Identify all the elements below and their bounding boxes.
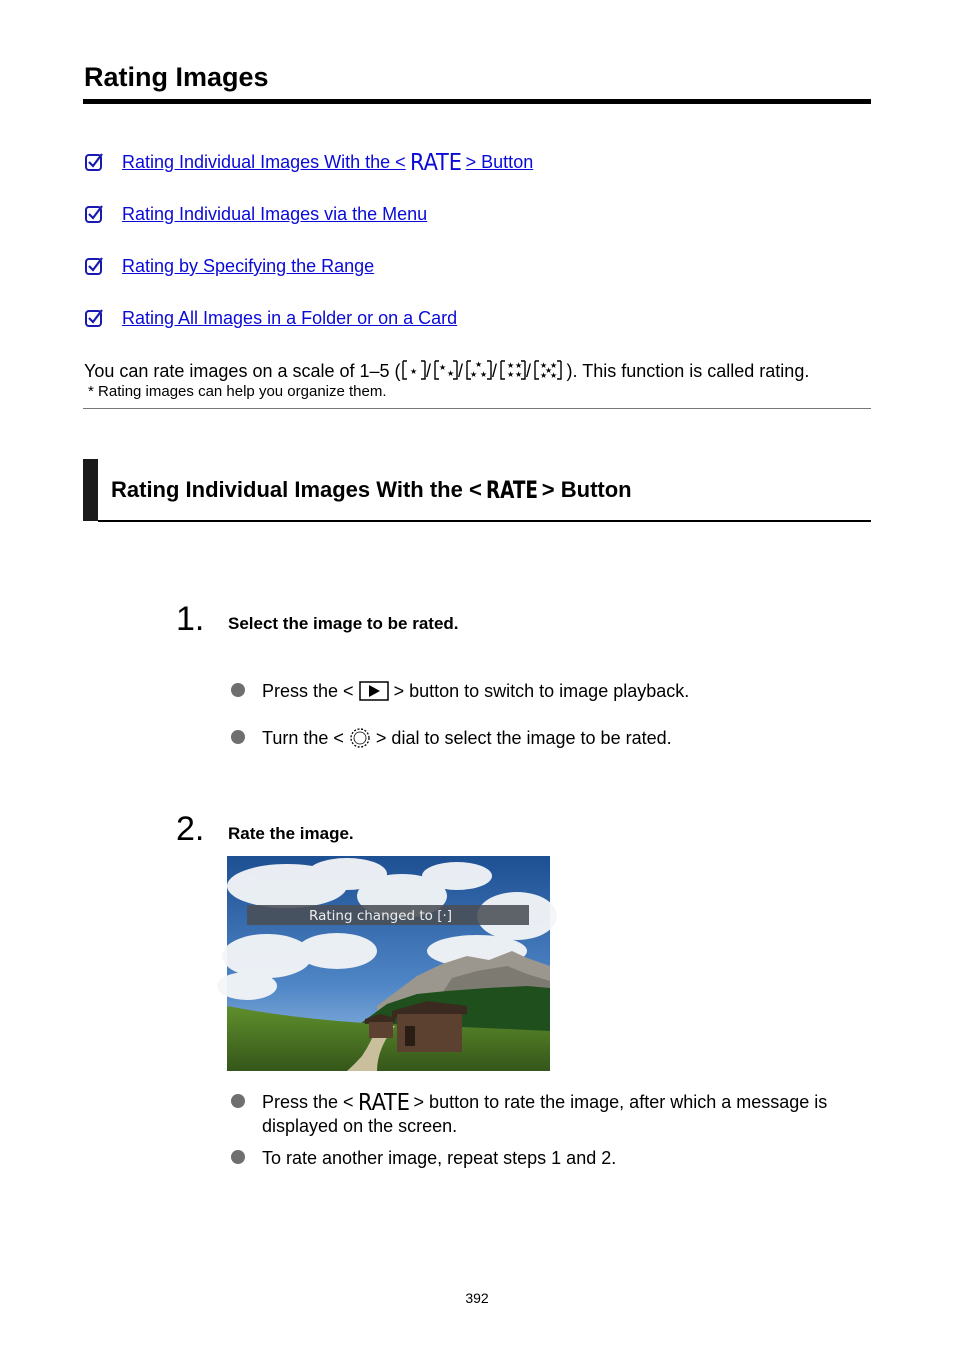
bullet-item: Press the < RATE > button to rate the image, after which a message is displayed on the screen. — [262, 1090, 828, 1136]
svg-text:★: ★ — [409, 367, 417, 376]
svg-text:/: / — [457, 361, 463, 381]
step-title: Rate the image. — [228, 824, 354, 843]
svg-text:/: / — [525, 361, 531, 381]
svg-text:★: ★ — [479, 370, 487, 379]
step-number: 1. — [176, 600, 205, 638]
screen-message: Rating changed to [·] — [309, 908, 453, 924]
intro-paragraph: You can rate images on a scale of 1–5 ( ★ ★ ★ ★ ★ ★ ★ ★ ★ ★ ★ ★ ★ ★ ★ / / / / ). This function is called rating. — [84, 360, 810, 381]
section-divider — [98, 520, 871, 522]
checkbox-link-icon — [84, 204, 104, 224]
svg-text:★: ★ — [474, 360, 482, 369]
rate-icon — [485, 476, 538, 504]
checkbox-link-icon — [84, 256, 104, 276]
bullet-dot — [231, 730, 245, 744]
toc-link-menu[interactable]: Rating Individual Images via the Menu — [122, 204, 428, 224]
page-title: Rating Images — [84, 62, 269, 92]
toc-item — [84, 254, 533, 306]
svg-text:/: / — [425, 361, 431, 381]
toc-link-rate-button[interactable]: Rating Individual Images With the < RATE > Button — [122, 150, 534, 176]
svg-text:★: ★ — [506, 361, 514, 370]
title-divider — [83, 99, 871, 104]
intro-divider — [83, 408, 871, 409]
svg-text:★: ★ — [539, 371, 547, 380]
rate-icon — [409, 150, 462, 176]
svg-text:★: ★ — [438, 363, 446, 372]
bullet-item: Turn the < > dial to select the image to be rated. — [262, 728, 672, 748]
toc-item — [84, 202, 533, 254]
camera-screen-photo — [227, 856, 550, 1071]
dial-icon — [349, 727, 371, 749]
checkbox-link-icon — [84, 152, 104, 172]
svg-text:RATE: RATE — [485, 476, 538, 504]
svg-text:★: ★ — [514, 361, 522, 370]
rating-stars-icon — [401, 359, 567, 381]
svg-text:RATE: RATE — [409, 150, 462, 176]
bullet-item: Press the < > button to switch to image playback. — [262, 681, 690, 701]
svg-text:★: ★ — [514, 370, 522, 379]
svg-text:★: ★ — [549, 371, 557, 380]
svg-text:★: ★ — [469, 370, 477, 379]
step-number: 2. — [176, 810, 205, 848]
svg-text:RATE: RATE — [357, 1090, 410, 1116]
svg-text:★: ★ — [446, 369, 454, 378]
rate-icon — [357, 1090, 410, 1116]
svg-text:★: ★ — [549, 361, 557, 370]
section-marker — [83, 459, 98, 521]
footnote: * Rating images can help you organize them. — [88, 383, 387, 400]
svg-text:★: ★ — [506, 370, 514, 379]
bullet-dot — [231, 683, 245, 697]
toc-link-folder-card[interactable]: Rating All Images in a Folder or on a Card — [122, 308, 458, 328]
bullet-dot — [231, 1094, 245, 1108]
toc-item — [84, 150, 533, 202]
step-title: Select the image to be rated. — [228, 614, 459, 633]
svg-text:★: ★ — [539, 361, 547, 370]
bullet-dot — [231, 1150, 245, 1164]
toc-link-range[interactable]: Rating by Specifying the Range — [122, 256, 375, 276]
toc-list — [84, 150, 533, 358]
checkbox-link-icon — [84, 308, 104, 328]
page-number: 392 — [465, 1290, 489, 1306]
toc-item — [84, 306, 533, 358]
svg-text:/: / — [491, 361, 497, 381]
bullet-item: To rate another image, repeat steps 1 and 2. — [262, 1148, 617, 1168]
svg-text:★: ★ — [544, 366, 552, 375]
playback-icon — [359, 681, 389, 701]
section-title: Rating Individual Images With the < RATE > Button — [111, 476, 632, 504]
